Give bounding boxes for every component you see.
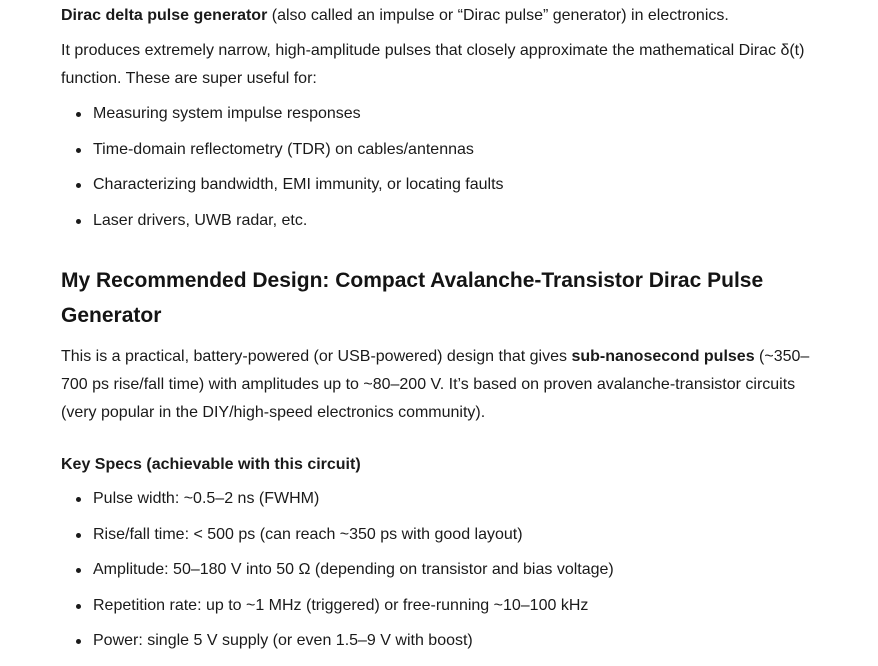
list-item xyxy=(61,171,504,207)
specs-list xyxy=(61,485,614,663)
list-item-text: Repetition rate: up to ~1 MHz (triggered) or free-running ~10–100 kHz xyxy=(93,596,589,614)
bullet-icon xyxy=(76,639,81,644)
design-pre: This is a practical, battery-powered (or USB-powered) design that gives xyxy=(61,348,572,365)
list-item-text: Amplitude: 50–180 V into 50 Ω (depending on transistor and bias voltage) xyxy=(93,561,614,578)
list-item xyxy=(61,556,614,592)
list-item xyxy=(61,521,614,557)
list-item xyxy=(61,627,614,663)
design-post: (~350–700 ps rise/fall time) with amplitudes up to ~80–200 V. It’s based on proven avalanche-transistor circuits (very popular in the DIY/high-speed electronics community). xyxy=(61,348,810,421)
list-item xyxy=(61,485,614,521)
list-item-text: Characterizing bandwidth, EMI immunity, or locating faults xyxy=(93,176,504,193)
bullet-icon xyxy=(76,497,81,502)
description-paragraph: It produces extremely narrow, high-amplitude pulses that closely approximate the mathematical Dirac δ(t) function. These are super useful for: xyxy=(61,42,805,87)
bullet-icon xyxy=(76,183,81,188)
intro-paragraph xyxy=(61,2,729,30)
list-item xyxy=(61,100,504,136)
list-item-text: Pulse width: ~0.5–2 ns (FWHM) xyxy=(93,490,320,507)
list-item-text: Time-domain reflectometry (TDR) on cables/antennas xyxy=(93,140,474,158)
bullet-icon xyxy=(76,604,81,609)
list-item-text: Laser drivers, UWB radar, etc. xyxy=(93,211,308,229)
bullet-icon xyxy=(76,112,81,117)
design-bold: sub-nanosecond pulses xyxy=(571,348,755,365)
list-item xyxy=(61,207,504,243)
list-item-text: Measuring system impulse responses xyxy=(93,105,361,122)
section-heading: My Recommended Design: Compact Avalanche-Transistor Dirac Pulse Generator xyxy=(61,269,764,327)
list-item xyxy=(61,592,614,628)
list-item xyxy=(61,136,504,172)
list-item-text: Rise/fall time: < 500 ps (can reach ~350 ps with good layout) xyxy=(93,525,523,543)
bullet-icon xyxy=(76,533,81,538)
intro-bold-term: Dirac delta pulse generator xyxy=(61,7,268,24)
bullet-icon xyxy=(76,219,81,224)
specs-title: Key Specs (achievable with this circuit) xyxy=(61,456,361,473)
bullet-icon xyxy=(76,148,81,153)
list-item-text: Power: single 5 V supply (or even 1.5–9 V with boost) xyxy=(93,632,473,649)
design-paragraph xyxy=(61,343,831,427)
uses-list xyxy=(61,100,504,242)
bullet-icon xyxy=(76,568,81,573)
intro-rest: (also called an impulse or “Dirac pulse” generator) in electronics. xyxy=(267,7,729,24)
